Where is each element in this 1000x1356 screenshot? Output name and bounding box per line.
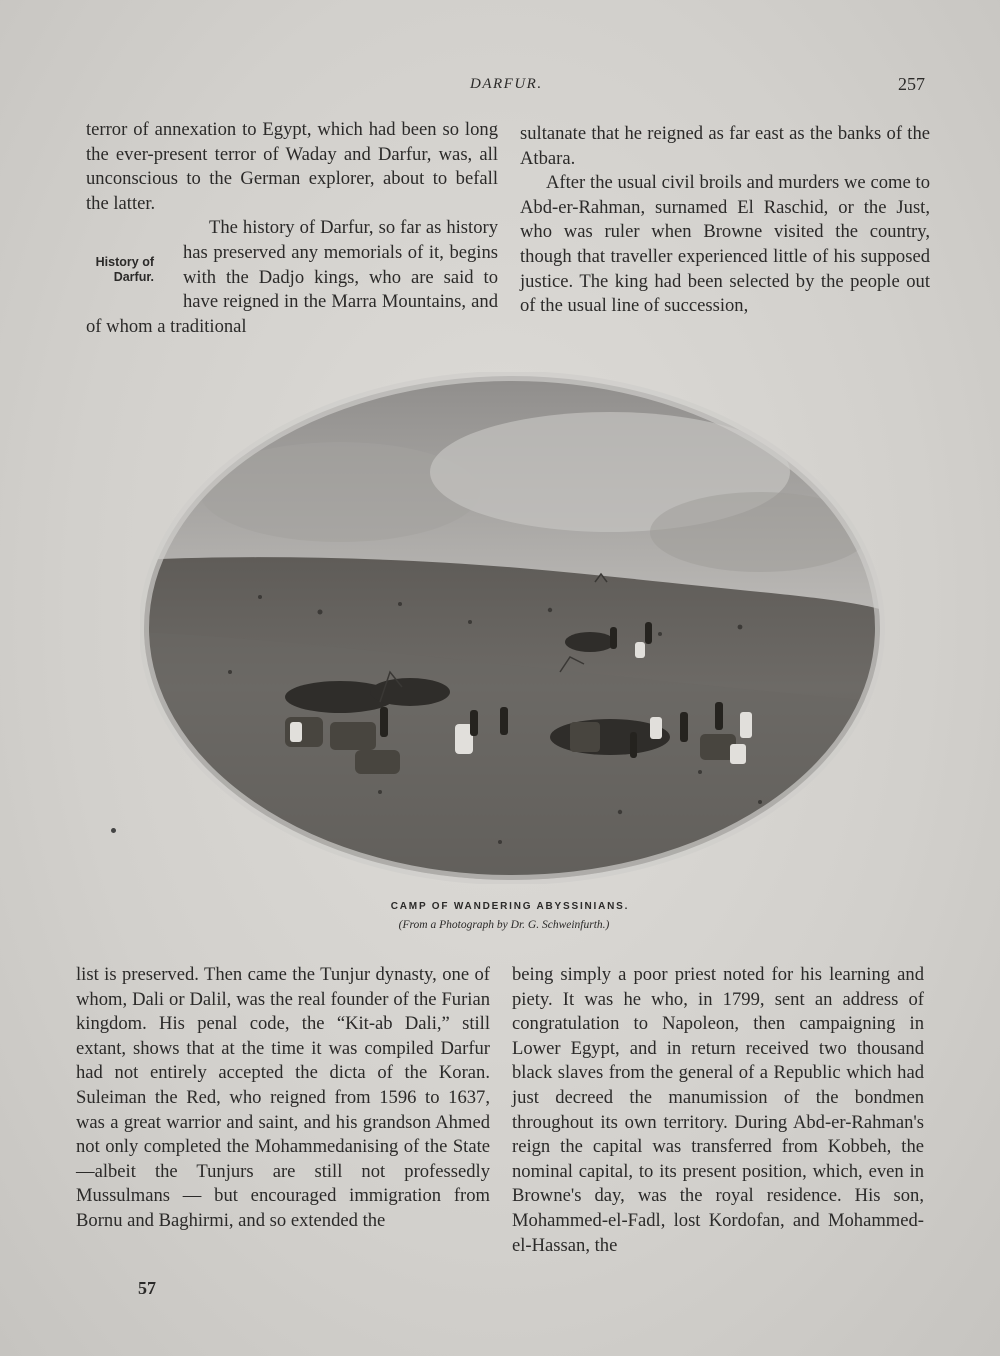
margin-note-line: Darfur. xyxy=(113,270,154,284)
running-head xyxy=(0,76,1000,100)
paragraph: After the usual civil broils and murders we come to Abd-er-Rahman, surnamed El Raschid, or the Just, who was ruler when Browne visited the country, though that traveller experienced little of his supposed justice. The king had been selected by the people out of the usual line of succession, xyxy=(520,172,930,317)
figure-credit: (From a Photograph by Dr. G. Schweinfurth.) xyxy=(398,919,610,931)
text-column-bottom-left xyxy=(76,963,490,1234)
signature-mark: 57 xyxy=(138,1278,156,1298)
paragraph: terror of annexation to Egypt, which had been so long the ever-present terror of Waday and Darfur, was, all unconscious to the German explorer, about to befall the latter. xyxy=(86,119,498,214)
paragraph: The history of Darfur, so far as history has preserved any memorials of it, begins with the Dadjo kings, who are said to have reigned in the Marra Mountains, and of whom a traditional xyxy=(86,217,498,337)
page-number: 257 xyxy=(898,74,925,94)
text-column-bottom-right xyxy=(512,963,924,1258)
figure-caption: CAMP OF WANDERING ABYSSINIANS. xyxy=(390,901,630,912)
margin-note-line: History of xyxy=(95,255,154,269)
paragraph: list is preserved. Then came the Tunjur dynasty, one of whom, Dali or Dalil, was the real founder of the Furian kingdom. His penal code, the “Kit-ab Dali,” still extant, shows that at the time it was compiled Darfur had not entirely accepted the dicta of the Koran. Suleiman the Red, who reigned from 1596 to 1637, was a great warrior and saint, and his grandson Ahmed not only completed the Mohammedanising of the State—albeit the Tunjurs are still not professedly Mussulmans — but encouraged immigration from Bornu and Baghirmi, and so extended the xyxy=(76,964,490,1231)
text-column-top-right xyxy=(520,122,930,319)
photograph-image xyxy=(140,372,885,884)
running-title: DARFUR. xyxy=(470,76,543,92)
text-column-top-left xyxy=(86,118,498,339)
paragraph: sultanate that he reigned as far east as the banks of the Atbara. xyxy=(520,123,930,169)
paper-speck xyxy=(111,828,116,833)
paragraph: being simply a poor priest noted for his learning and piety. It was he who, in 1799, sent an address of congratulation to Napoleon, then campaigning in Lower Egypt, and in return received two thousand black slaves from the general of a Republic which had just decreed the manumission of the bondmen throughout its own territory. During Abd-er-Rahman's reign the capital was transferred from Kobbeh, the nominal capital, to its present position, which, even in Browne's day, was the royal residence. His son, Mohammed-el-Fadl, lost Kordofan, and Mohammed-el-Hassan, the xyxy=(512,964,924,1256)
margin-note-gap xyxy=(86,240,183,312)
camp-photograph xyxy=(140,372,885,884)
